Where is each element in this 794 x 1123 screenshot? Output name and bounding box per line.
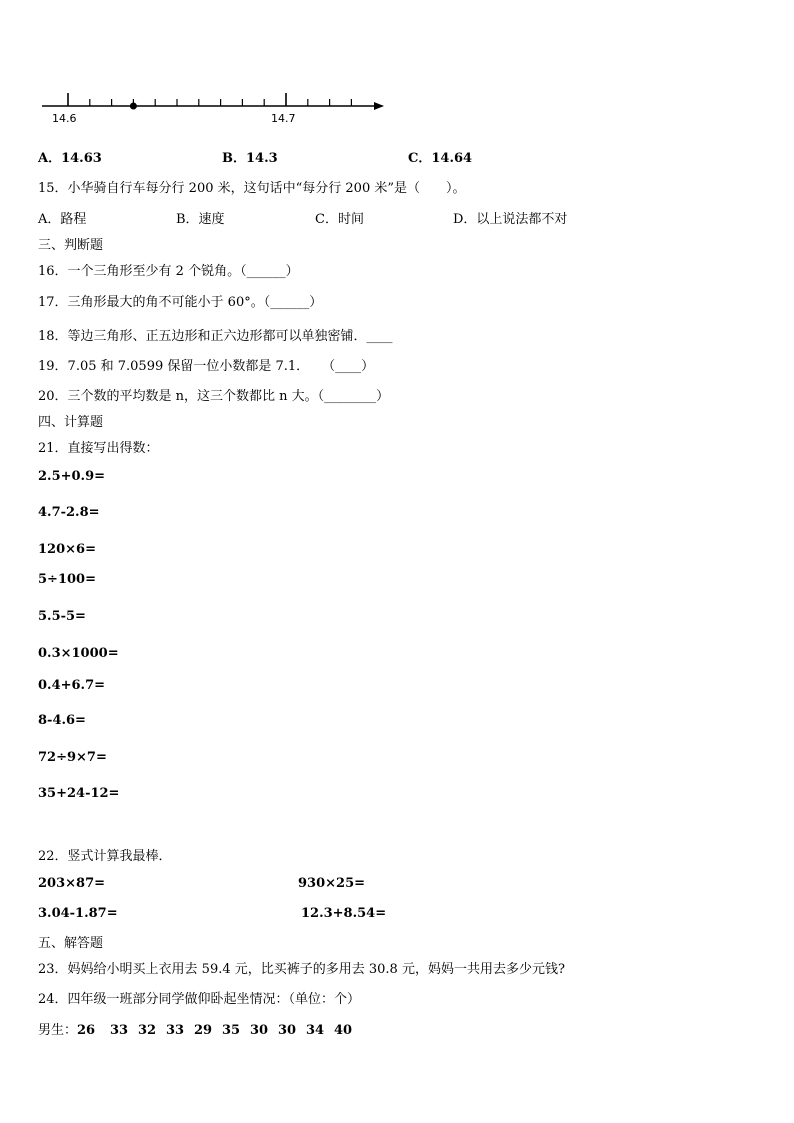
q24-boys-value: 30 [250,1023,269,1038]
q24-boys-values [77,1023,362,1038]
number-line-ticks [68,93,351,106]
q21-item: 4.7-2.8= [38,505,100,520]
q16-text: 16．一个三角形至少有 2 个锐角。（______） [38,264,299,279]
number-line [38,88,388,128]
section-3-heading: 三、判断题 [38,238,104,253]
q22-item: 3.04-1.87= [38,906,118,921]
q21-item: 35+24-12= [38,786,120,801]
number-line-arrow [374,102,384,110]
q15-text: 15．小华骑自行车每分行 200 米，这句话中“每分行 200 米”是（ ）。 [38,181,466,196]
q24-boys-value: 33 [110,1023,129,1038]
q21-item: 72÷9×7= [38,750,107,765]
q14-option-c: C．14.64 [408,151,473,166]
number-line-point [130,103,137,110]
q22-item: 203×87= [38,876,106,891]
q22-item: 930×25= [298,876,366,891]
number-line-right-label: 14.7 [271,112,296,125]
q24-text: 24．四年级一班部分同学做仰卧起坐情况：（单位：个） [38,992,361,1007]
q21-item: 5.5-5= [38,609,86,624]
q24-boys-value: 30 [278,1023,297,1038]
q19-text: 19．7.05 和 7.0599 保留一位小数都是 7.1． （____） [38,359,375,374]
q15-option-a: A．路程 [38,212,87,227]
section-4-heading: 四、计算题 [38,415,104,430]
q21-item: 8-4.6= [38,713,86,728]
q24-boys-value: 35 [222,1023,241,1038]
q24-boys-value: 40 [334,1023,353,1038]
q24-boys-value: 34 [306,1023,325,1038]
q14-option-b: B．14.3 [222,151,278,166]
q24-boys-label: 男生： [38,1023,78,1038]
q23-text: 23．妈妈给小明买上衣用去 59.4 元，比买裤子的多用去 30.8 元，妈妈一共用去多少元钱? [38,962,565,977]
q21-item: 120×6= [38,542,96,557]
q21-item: 2.5+0.9= [38,469,106,484]
q24-boys-value: 33 [166,1023,185,1038]
q22-text: 22．竖式计算我最棒． [38,849,172,864]
q24-boys-value: 29 [194,1023,213,1038]
q21-item: 0.4+6.7= [38,678,106,693]
q17-text: 17．三角形最大的角不可能小于 60°。（______） [38,295,323,310]
q24-boys-value: 26 [77,1023,96,1038]
q21-text: 21．直接写出得数： [38,441,159,456]
q24-boys-value: 32 [138,1023,157,1038]
q22-item: 12.3+8.54= [301,906,387,921]
q15-option-d: D．以上说法都不对 [453,212,568,227]
section-5-heading: 五、解答题 [38,936,104,951]
q15-option-b: B．速度 [176,212,225,227]
number-line-left-label: 14.6 [52,112,77,125]
q14-option-a: A．14.63 [38,151,102,166]
q24-boys-row [38,1019,362,1038]
q20-text: 20．三个数的平均数是 n，这三个数都比 n 大。（________） [38,389,390,404]
q21-item: 0.3×1000= [38,646,119,661]
q18-text: 18．等边三角形、正五边形和正六边形都可以单独密铺．____ [38,329,393,344]
q15-option-c: C．时间 [315,212,364,227]
q21-item: 5÷100= [38,572,96,587]
